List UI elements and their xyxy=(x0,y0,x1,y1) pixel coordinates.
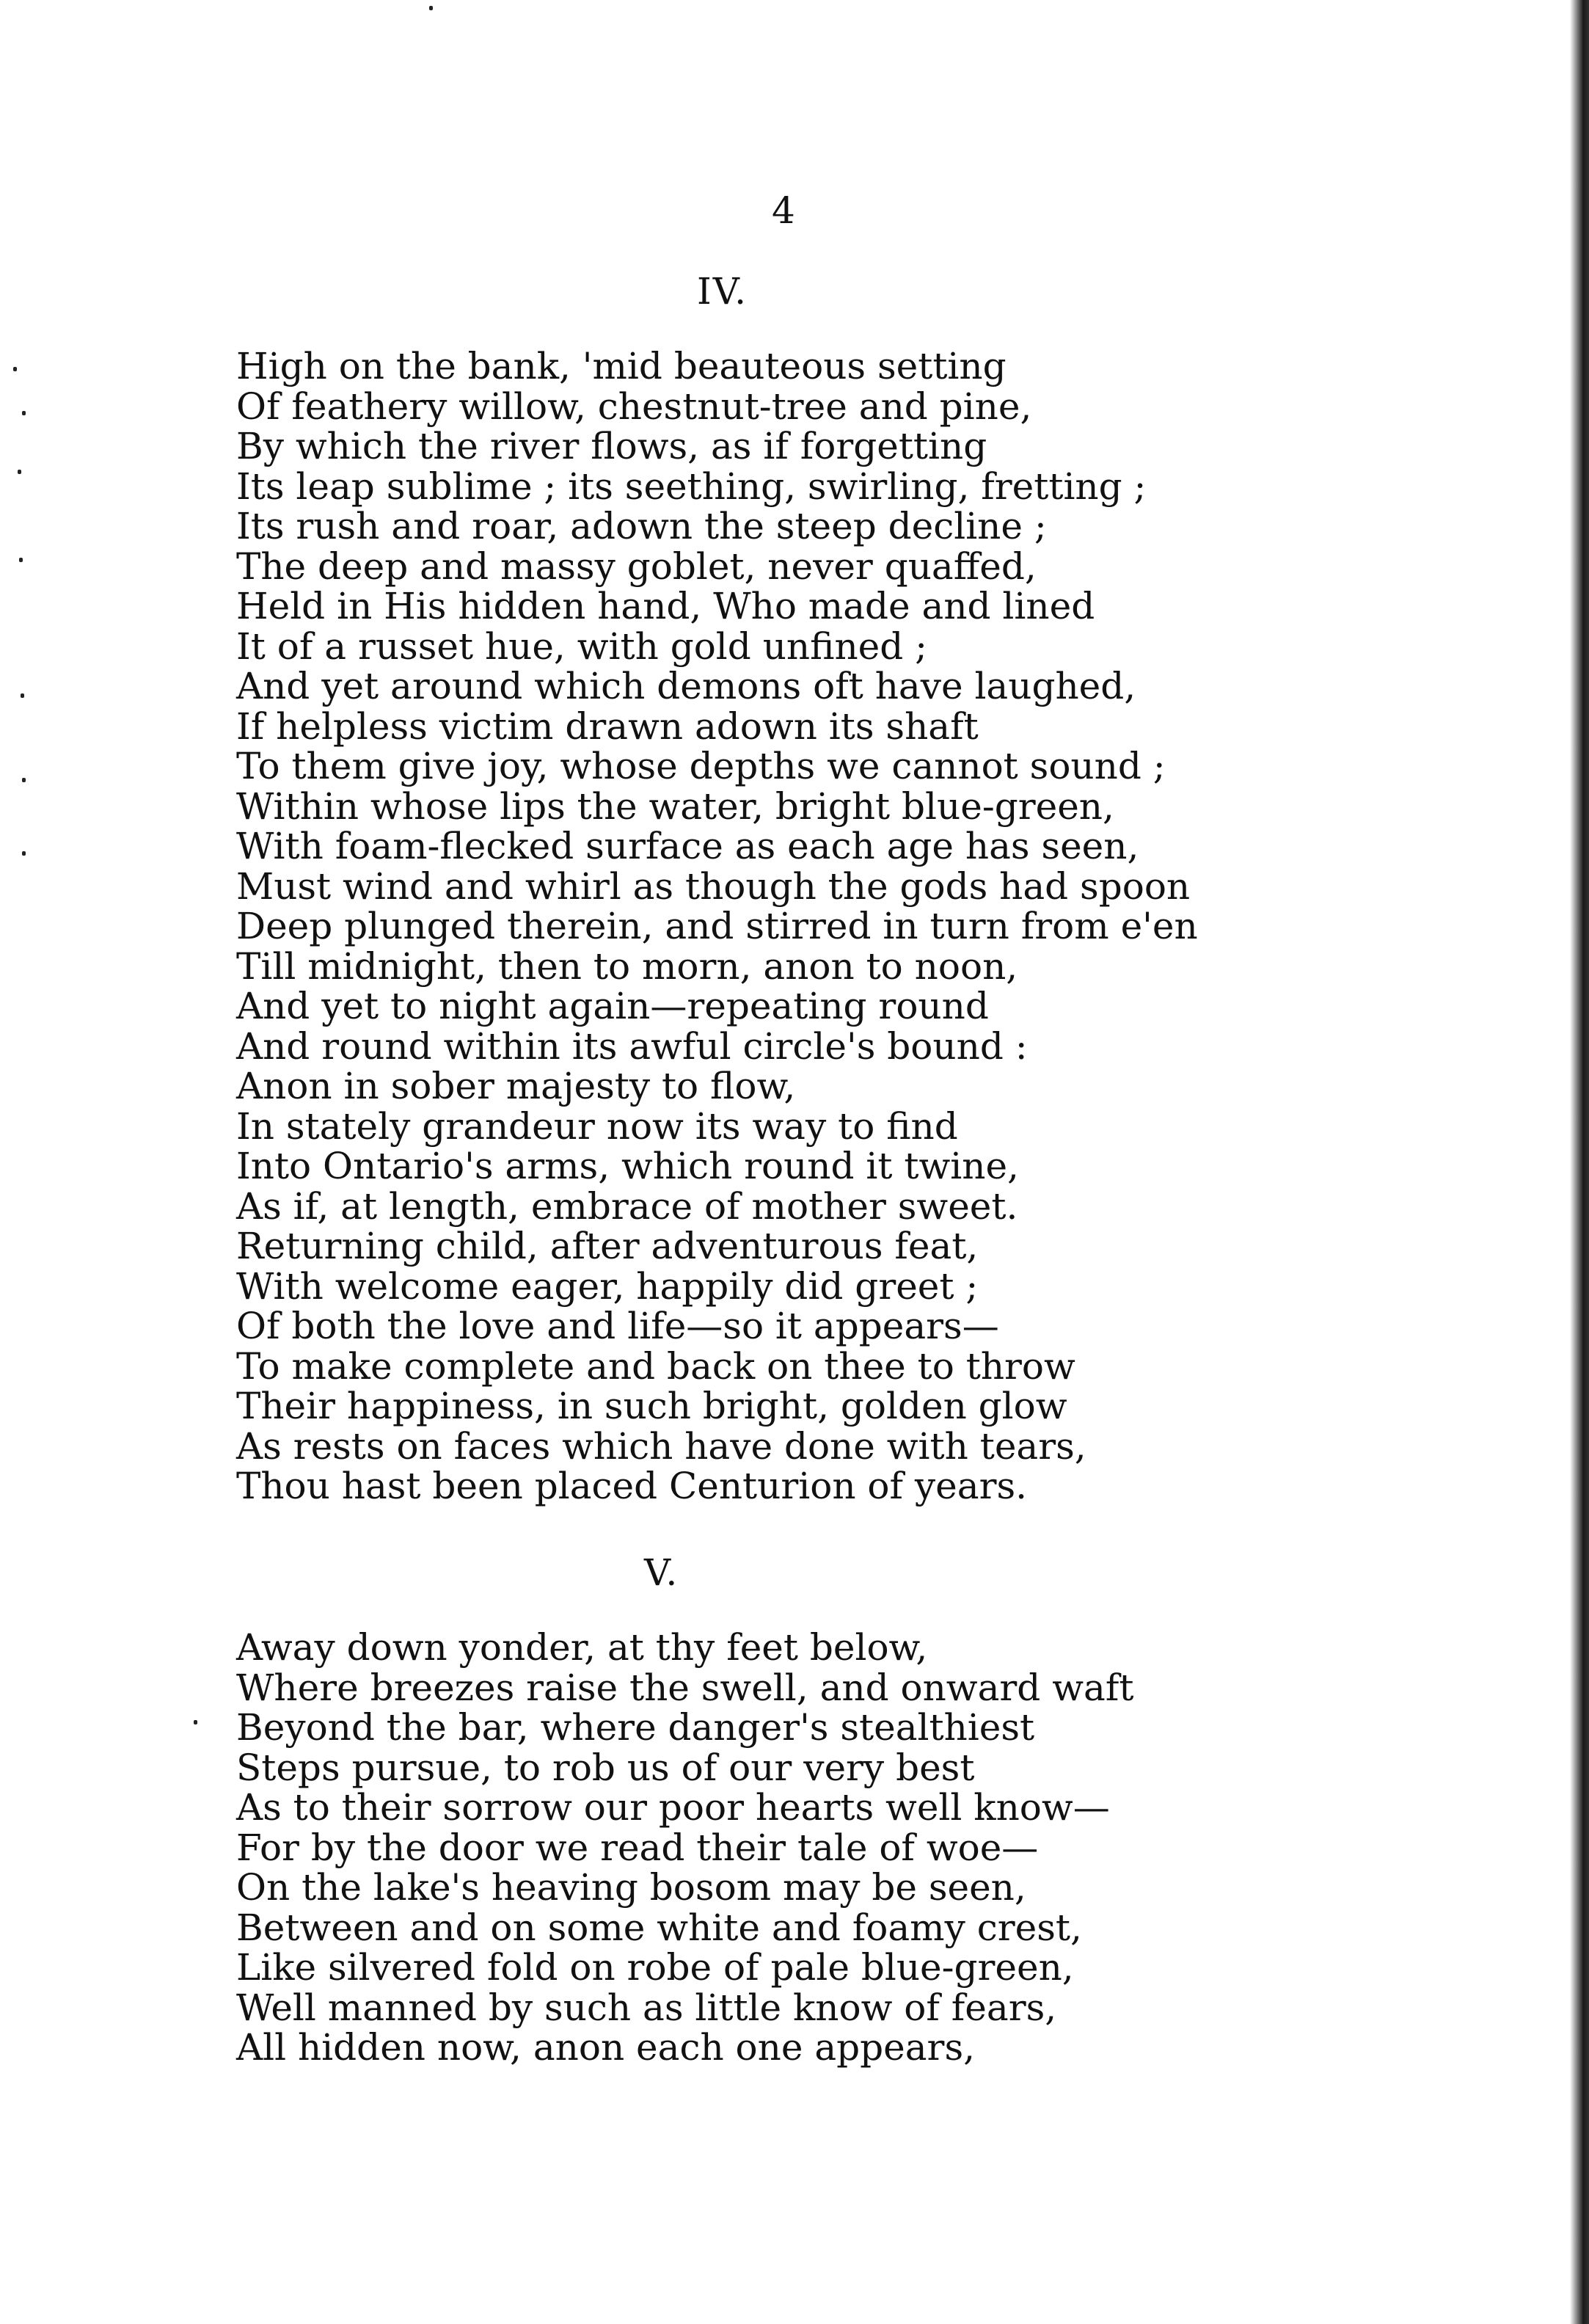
poem-line: On the lake's heaving bosom may be seen, xyxy=(236,1866,1026,1909)
stanza-heading-iv: IV. xyxy=(697,270,748,313)
poem-line: Till midnight, then to morn, anon to noon, xyxy=(236,944,1018,988)
poem-line: And round within its awful circle's bound : xyxy=(236,1024,1028,1068)
margin-speck xyxy=(22,411,26,415)
poem-line: As rests on faces which have done with tears, xyxy=(236,1424,1086,1468)
page-binding-edge xyxy=(1570,0,1589,2324)
poem-line: Steps pursue, to rob us of our very best xyxy=(236,1746,975,1789)
poem-line: Within whose lips the water, bright blue-green, xyxy=(236,784,1114,828)
poem-line: Of both the love and life—so it appears— xyxy=(236,1305,999,1347)
margin-speck xyxy=(194,1720,197,1724)
poem-line: High on the bank, 'mid beauteous setting xyxy=(236,345,1007,387)
page-number: 4 xyxy=(772,189,795,232)
poem-line: And yet around which demons oft have laughed, xyxy=(236,665,1136,707)
poem-line: All hidden now, anon each one appears, xyxy=(236,2026,976,2069)
poem-line: Between and on some white and foamy crest, xyxy=(236,1906,1082,1949)
poem-line: Must wind and whirl as though the gods had spoon xyxy=(236,864,1191,908)
poem-line: With welcome eager, happily did greet ; xyxy=(236,1264,979,1308)
poem-line: Like silvered fold on robe of pale blue-green, xyxy=(236,1946,1074,1989)
poem-line: Returning child, after adventurous feat, xyxy=(236,1225,979,1267)
margin-speck xyxy=(22,851,26,856)
poem-line: For by the door we read their tale of woe— xyxy=(236,1826,1039,1869)
poem-line: Its leap sublime ; its seething, swirling, fretting ; xyxy=(236,465,1147,508)
poem-line: Into Ontario's arms, which round it twine, xyxy=(236,1145,1019,1187)
poem-line: Anon in sober majesty to flow, xyxy=(236,1065,796,1107)
poem-line: To them give joy, whose depths we cannot sound ; xyxy=(236,745,1166,787)
margin-speck xyxy=(429,6,433,10)
margin-speck xyxy=(19,558,23,562)
margin-speck xyxy=(13,367,17,371)
stanza-v xyxy=(236,1628,1133,2068)
poem-line: Away down yonder, at thy feet below, xyxy=(236,1626,928,1669)
poem-line: Their happiness, in such bright, golden glow xyxy=(236,1385,1067,1427)
poem-line: In stately grandeur now its way to find xyxy=(236,1104,958,1148)
poem-line: Where breezes raise the swell, and onward waft xyxy=(236,1666,1134,1709)
poem-line: Its rush and roar, adown the steep decline ; xyxy=(236,505,1047,547)
margin-speck xyxy=(18,470,21,474)
poem-line: As to their sorrow our poor hearts well know— xyxy=(236,1786,1110,1829)
poem-line: Deep plunged therein, and stirred in turn from e'en xyxy=(236,905,1198,947)
poem-line: To make complete and back on thee to throw xyxy=(236,1344,1075,1388)
poem-line: Held in His hidden hand, Who made and lined xyxy=(236,585,1095,627)
poem-line: Of feathery willow, chestnut-tree and pine, xyxy=(236,385,1032,428)
poem-line: With foam-flecked surface as each age has seen, xyxy=(236,825,1139,867)
poem-line: By which the river flows, as if forgetting xyxy=(236,425,987,467)
margin-speck xyxy=(21,693,24,698)
poem-line: Well manned by such as little know of fears, xyxy=(236,1986,1057,2029)
poem-line: It of a russet hue, with gold unfined ; xyxy=(236,624,927,668)
poem-line: And yet to night again—repeating round xyxy=(236,985,989,1027)
poem-line: If helpless victim drawn adown its shaft xyxy=(236,704,979,748)
margin-speck xyxy=(22,778,26,782)
stanza-iv xyxy=(236,346,1198,1507)
poem-line: Thou hast been placed Centurion of years. xyxy=(236,1465,1028,1507)
poem-line: As if, at length, embrace of mother sweet. xyxy=(236,1184,1018,1228)
poem-line: Beyond the bar, where danger's stealthiest xyxy=(236,1706,1035,1749)
stanza-heading-v: V. xyxy=(644,1551,679,1594)
poem-line: The deep and massy goblet, never quaffed, xyxy=(236,544,1037,588)
